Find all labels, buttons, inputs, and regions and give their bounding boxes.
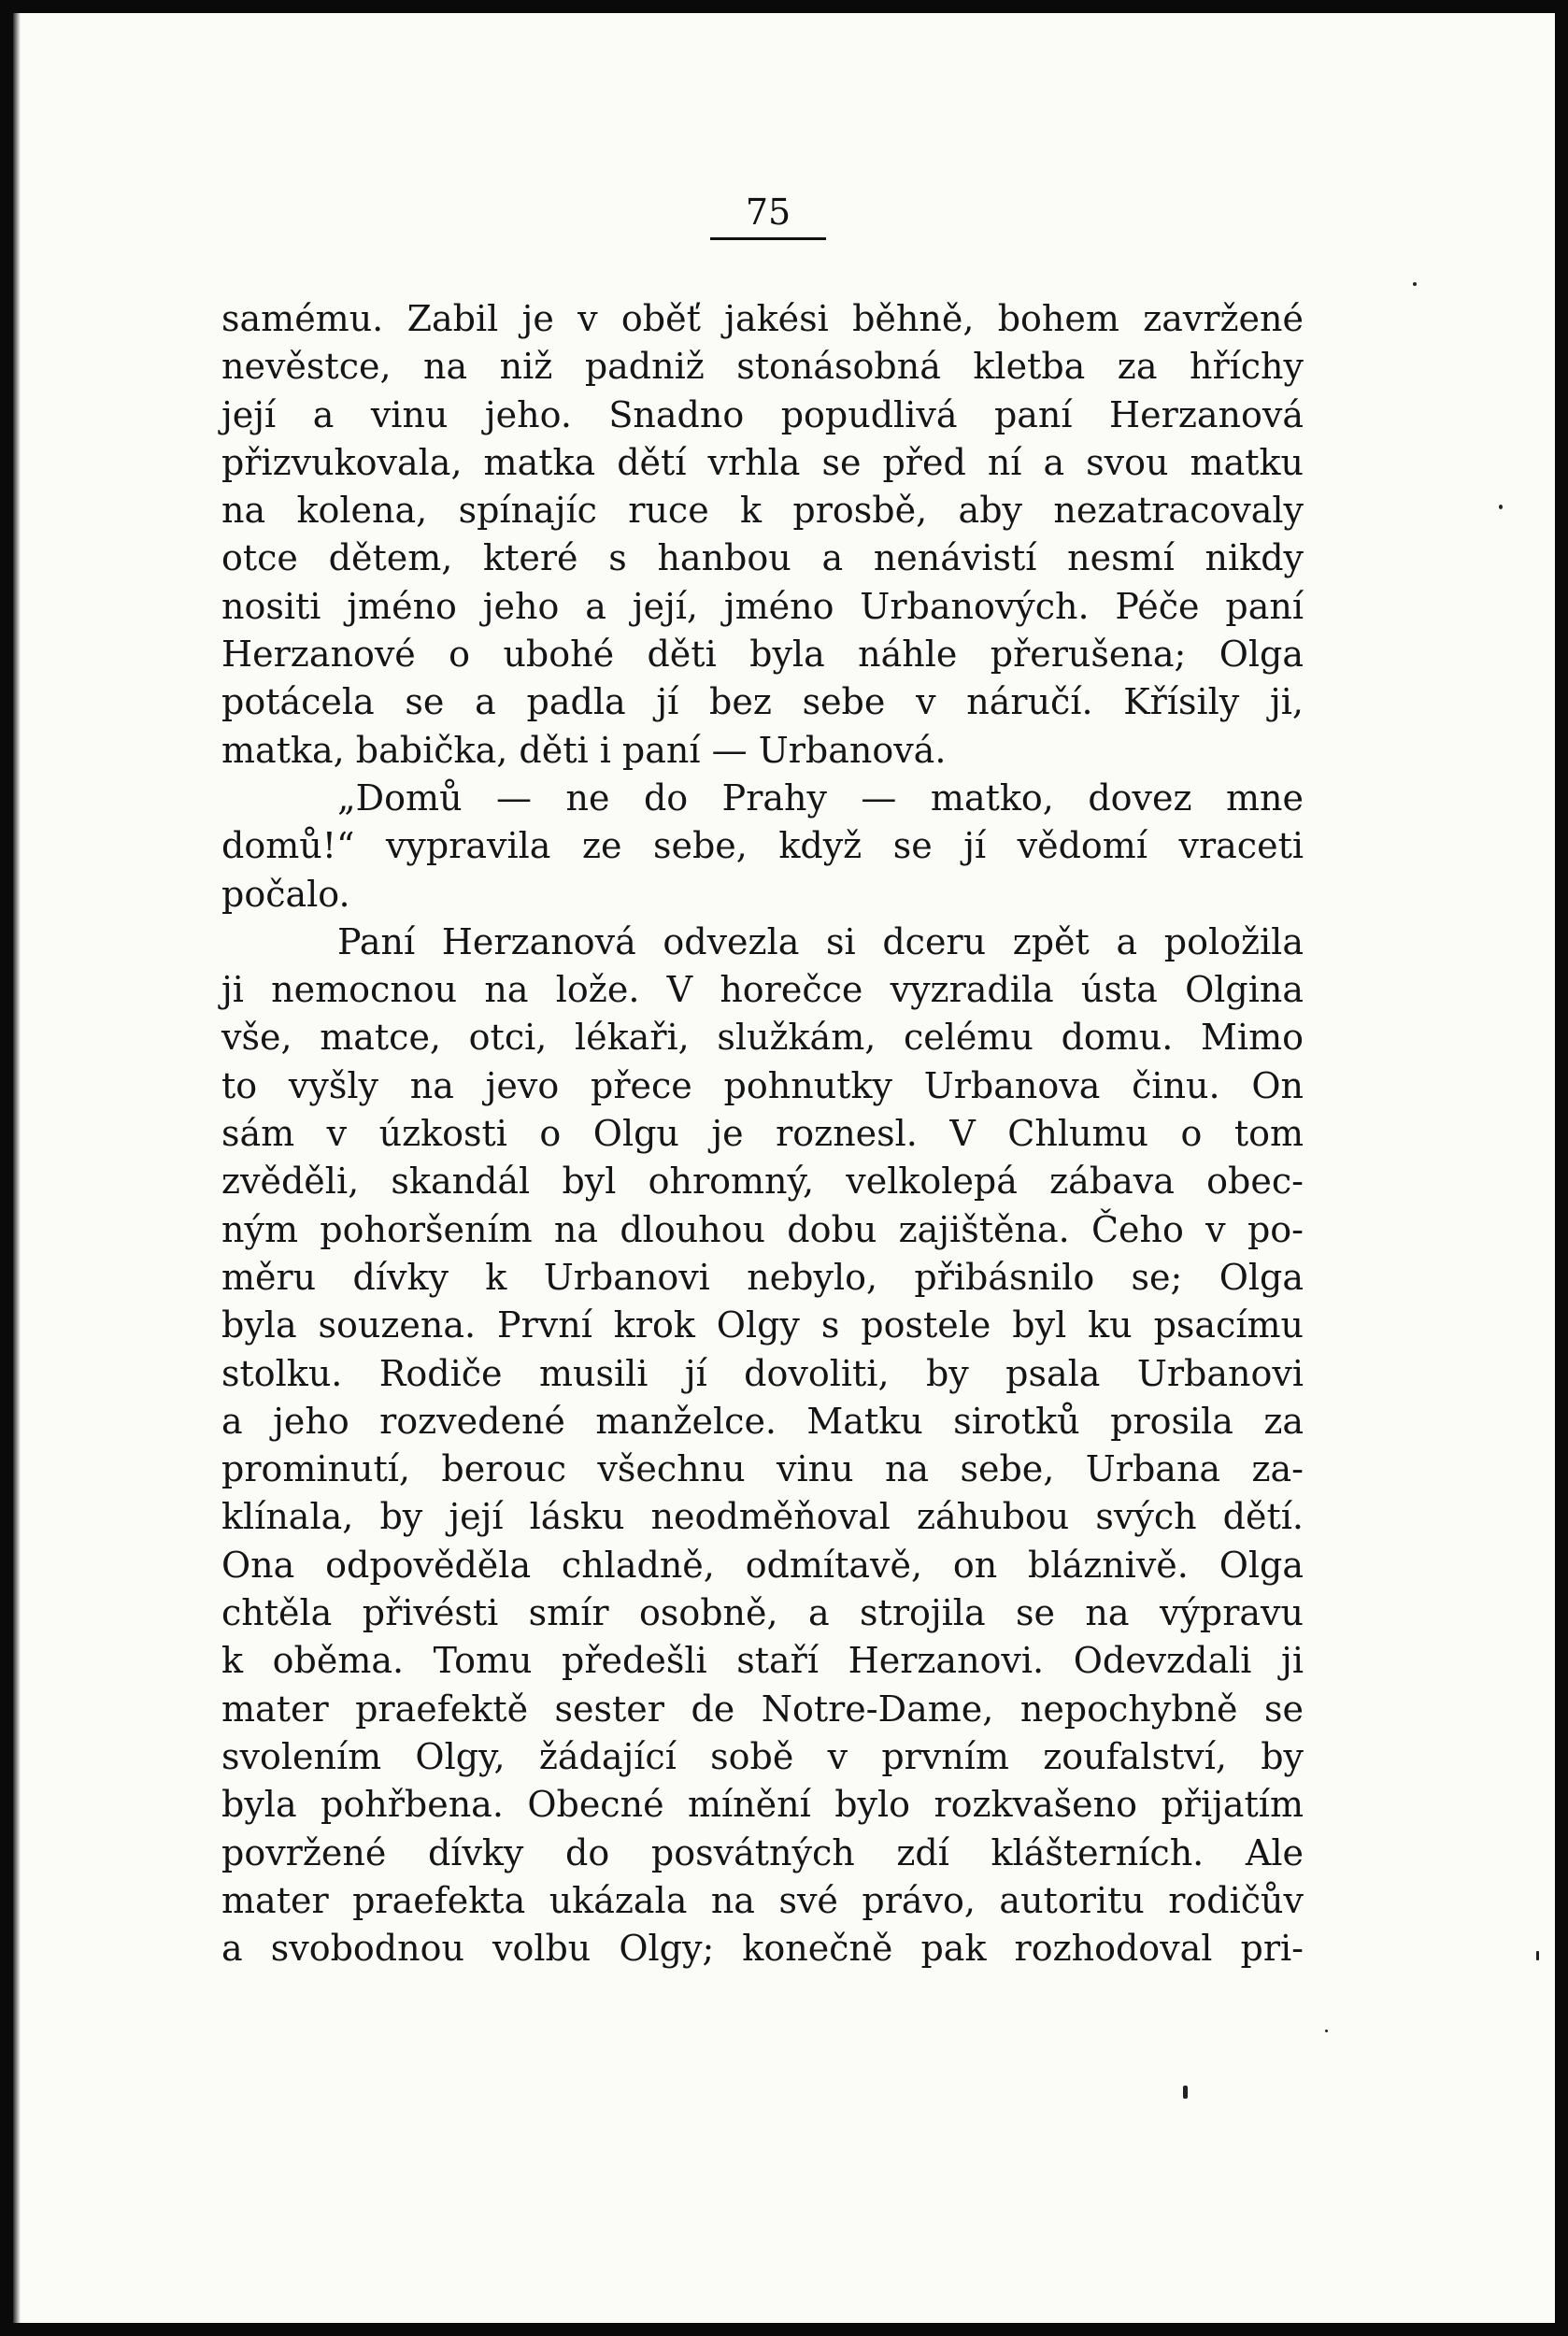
text-line: potácela se a padla jí bez sebe v náručí. Křísily ji, [221, 681, 1304, 723]
body-text [221, 295, 1304, 1973]
text-line: Paní Herzanová odvezla si dceru zpět a položila [337, 920, 1304, 962]
text-line: ným pohoršením na dlouhou dobu zajištěna. Čeho v po- [221, 1208, 1304, 1250]
text-line: zvěděli, skandál byl ohromný, velkolepá zábava obec- [221, 1161, 1304, 1203]
text-line: a svobodnou volbu Olgy; konečně pak rozhodoval pri- [221, 1928, 1304, 1970]
text-line: chtěla přivésti smír osobně, a strojila se na výpravu [221, 1592, 1304, 1634]
text-line: její a vinu jeho. Snadno popudlivá paní Herzanová [221, 393, 1304, 435]
text-line: ji nemocnou na lože. V horečce vyzradila ústa Olgina [221, 969, 1304, 1011]
text-line: mater praefekta ukázala na své právo, autoritu rodičův [221, 1879, 1304, 1921]
scan-speck [1413, 282, 1417, 286]
scan-speck [1499, 505, 1503, 509]
text-line: a jeho rozvedené manželce. Matku sirotků prosila za [221, 1400, 1304, 1442]
text-line: klínala, by její lásku neodměňoval záhubou svých dětí. [221, 1496, 1304, 1538]
text-line: na kolena, spínajíc ruce k prosbě, aby nezatracovaly [221, 490, 1304, 532]
text-line: nevěstce, na niž padniž stonásobná kletba za hříchy [221, 346, 1304, 388]
text-line: měru dívky k Urbanovi nebylo, přibásnilo se; Olga [221, 1256, 1304, 1298]
text-line: samému. Zabil je v oběť jakési běhně, bohem zavržené [221, 298, 1304, 339]
text-line: svolením Olgy, žádající sobě v prvním zoufalství, by [221, 1735, 1304, 1777]
text-line: nositi jméno jeho a její, jméno Urbanových. Péče paní [221, 585, 1304, 627]
text-line: matka, babička, děti i paní — Urbanová. [221, 729, 947, 771]
page-number: 75 [710, 189, 826, 240]
text-line: Herzanové o ubohé děti byla náhle přerušena; Olga [221, 634, 1304, 676]
text-line: domů!“ vypravila ze sebe, když se jí vědomí vraceti [221, 825, 1304, 867]
text-line: byla pohřbena. Obecné mínění bylo rozkvašeno přijatím [221, 1784, 1304, 1826]
text-line: počalo. [221, 873, 350, 915]
scan-speck [1536, 1951, 1539, 1960]
text-line: povržené dívky do posvátných zdí klášterních. Ale [221, 1831, 1304, 1873]
text-line: přizvukovala, matka dětí vrhla se před ní a svou matku [221, 441, 1304, 483]
text-line: mater praefektě sester de Notre-Dame, nepochybně se [221, 1688, 1304, 1730]
text-line: byla souzena. První krok Olgy s postele byl ku psacímu [221, 1304, 1304, 1346]
text-line: „Domů — ne do Prahy — matko, dovez mne [337, 776, 1304, 819]
book-page [13, 13, 1555, 2323]
text-line: prominutí, berouc všechnu vinu na sebe, Urbana za- [221, 1448, 1304, 1490]
text-line: stolku. Rodiče musili jí dovoliti, by psala Urbanovi [221, 1352, 1304, 1394]
text-line: sám v úzkosti o Olgu je roznesl. V Chlumu o tom [221, 1113, 1304, 1155]
text-line: vše, matce, otci, lékaři, služkám, celému domu. Mimo [221, 1017, 1304, 1059]
text-line: k oběma. Tomu předešli staří Herzanovi. Odevzdali ji [221, 1640, 1304, 1682]
text-line: Ona odpověděla chladně, odmítavě, on bláznivě. Olga [221, 1544, 1304, 1586]
scan-speck [1325, 2030, 1328, 2032]
text-line: to vyšly na jevo přece pohnutky Urbanova činu. On [221, 1064, 1304, 1106]
scan-speck [1183, 2086, 1188, 2099]
text-line: otce dětem, které s hanbou a nenávistí nesmí nikdy [221, 537, 1304, 579]
spine-shadow [13, 13, 21, 2323]
